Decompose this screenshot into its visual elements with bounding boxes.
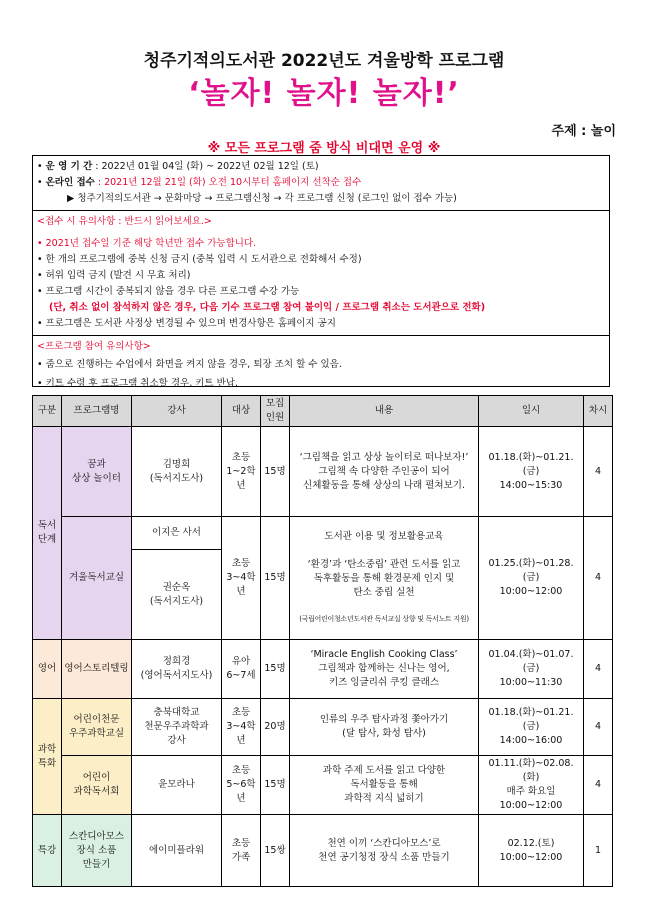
table-row [33, 699, 613, 756]
info-box [32, 155, 610, 387]
sessions: 4 [584, 640, 613, 699]
column-header: 차시 [584, 396, 613, 427]
caution-item: • 한 개의 프로그램에 중복 신청 금지 (중복 입력 시 도서관으로 전화해서 수정) [37, 252, 605, 268]
table-row [33, 640, 613, 699]
schedule: 01.11.(화)~02.08.(화) 매주 화요일 10:00~12:00 [479, 756, 584, 815]
target: 유아 6~7세 [222, 640, 261, 699]
instructor: 윤모라나 [132, 756, 222, 815]
group-cell: 독서 단계 [33, 427, 62, 640]
participation-item: • 줌으로 진행하는 수업에서 화면을 켜지 않을 경우, 퇴장 조치 할 수 있음. [37, 355, 605, 374]
column-header: 대상 [222, 396, 261, 427]
caution-item: • 허위 입력 금지 (발견 시 무효 처리) [37, 268, 605, 284]
program-name: 어린이천문 우주과학교실 [62, 699, 132, 756]
column-header: 프로그램명 [62, 396, 132, 427]
sessions: 4 [584, 517, 613, 640]
capacity: 20명 [261, 699, 290, 756]
target: 초등 3~4학년 [222, 517, 261, 640]
column-header: 내용 [290, 396, 479, 427]
program-table [32, 395, 613, 887]
content: 과학 주제 도서를 읽고 다양한 독서활동을 통해 과학적 지식 넓히기 [290, 756, 479, 815]
content: 도서관 이용 및 정보활용교육 ‘환경’과 ‘탄소중립’ 관련 도서를 읽고 독후활동을 통해 환경문제 인지 및 탄소 중립 실천 [307, 531, 461, 598]
column-header: 구분 [33, 396, 62, 427]
period-value: : 2022년 01월 04일 (화) ~ 2022년 02월 12일 (토) [95, 161, 319, 172]
program-name: 어린이 과학독서회 [62, 756, 132, 815]
sessions: 4 [584, 699, 613, 756]
instructor: 권순옥 (독서지도사) [132, 550, 222, 640]
group-cell: 영어 [33, 640, 62, 699]
table-row [33, 815, 613, 887]
content-cell [290, 517, 479, 640]
apply-value: : 2021년 12월 21일 (화) 오전 10시부터 홈페이지 선착순 접수 [97, 177, 362, 188]
apply-row [37, 175, 605, 191]
page-title: 청주기적의도서관 2022년도 겨울방학 프로그램 [143, 51, 505, 71]
period-row [37, 159, 605, 175]
instructor: 충북대학교 천문우주과학과 강사 [132, 699, 222, 756]
target: 초등 3~4학년 [222, 699, 261, 756]
program-name: 영어스토리텔링 [62, 640, 132, 699]
theme-label: 주제 : 놀이 [551, 124, 616, 139]
program-name: 겨울독서교실 [62, 517, 132, 640]
schedule: 02.12.(토) 10:00~12:00 [479, 815, 584, 887]
column-header: 일시 [479, 396, 584, 427]
capacity: 15명 [261, 756, 290, 815]
table-header-row [33, 396, 613, 427]
participation-title: <프로그램 참여 유의사항> [37, 341, 151, 352]
instructor: 김명희 (독서지도사) [132, 427, 222, 517]
sessions: 1 [584, 815, 613, 887]
table-row [33, 517, 613, 550]
schedule: 01.25.(화)~01.28.(금) 10:00~12:00 [479, 517, 584, 640]
instructor: 이지은 사서 [132, 517, 222, 550]
table-row [33, 756, 613, 815]
schedule: 01.04.(화)~01.07.(금) 10:00~11:30 [479, 640, 584, 699]
content-note: (국립어린이청소년도서관 독서교실 상향 및 독서노트 지원) [299, 615, 469, 623]
content: ‘Miracle English Cooking Class’ 그림책과 함께하는 신나는 영어, 키즈 잉글리쉬 쿠킹 클래스 [290, 640, 479, 699]
instructor: 정희경 (영어독서지도사) [132, 640, 222, 699]
capacity: 15명 [261, 517, 290, 640]
program-name: 꿈과 상상 놀이터 [62, 427, 132, 517]
sessions: 4 [584, 427, 613, 517]
group-cell: 과학 특화 [33, 699, 62, 815]
capacity: 15명 [261, 427, 290, 517]
target: 초등 1~2학년 [222, 427, 261, 517]
program-name: 스칸디아모스 장식 소품 만들기 [62, 815, 132, 887]
content: 천연 이끼 ‘스칸디아모스’로 천연 공기청정 장식 소품 만들기 [290, 815, 479, 887]
sessions: 4 [584, 756, 613, 815]
target: 초등 가족 [222, 815, 261, 887]
participation-item: • 키트 수령 후 프로그램 취소할 경우, 키트 반납. [37, 374, 605, 393]
schedule: 01.18.(화)~01.21.(금) 14:00~15:30 [479, 427, 584, 517]
capacity: 15명 [261, 640, 290, 699]
period-label: 운 영 기 간 [45, 161, 93, 172]
caution-title: <접수 시 유의사항 : 반드시 읽어보세요.> [37, 216, 212, 227]
online-notice: ※ 모든 프로그램 줌 방식 비대면 운영 ※ [207, 141, 441, 156]
target: 초등 5~6학년 [222, 756, 261, 815]
slogan: ‘놀자! 놀자! 놀자!’ [188, 76, 460, 111]
apply-path: ▶ 청주기적의도서관 → 문화마당 → 프로그램신청 → 각 프로그램 신청 (로그인 없이 접수 가능) [67, 193, 457, 204]
caution-note: (단, 취소 없이 참석하지 않은 경우, 다음 기수 프로그램 참여 불이익 / 프로그램 취소는 도서관으로 전화) [49, 302, 486, 313]
schedule: 01.18.(화)~01.21.(금) 14:00~16:00 [479, 699, 584, 756]
caution-item: • 2021년 접수일 기준 해당 학년만 접수 가능합니다. [37, 236, 605, 252]
caution-item: • 프로그램 시간이 중복되지 않을 경우 다른 프로그램 수강 가능 [37, 284, 605, 300]
capacity: 15쌍 [261, 815, 290, 887]
period-apply-section [33, 156, 609, 211]
participation-section [33, 336, 609, 396]
apply-label: 온라인 접수 [45, 177, 95, 188]
content: ‘그림책을 읽고 상상 놀이터로 떠나보자!’ 그림책 속 다양한 주인공이 되어 신체활동을 통해 상상의 나래 펼쳐보기. [290, 427, 479, 517]
caution-section [33, 211, 609, 336]
caution-item: • 프로그램은 도서관 사정상 변경될 수 있으며 변경사항은 홈페이지 공지 [37, 316, 605, 332]
table-row [33, 427, 613, 517]
instructor: 에이미플라워 [132, 815, 222, 887]
group-cell: 특강 [33, 815, 62, 887]
column-header: 강사 [132, 396, 222, 427]
content: 인류의 우주 탐사과정 쫓아가기 (달 탐사, 화성 탐사) [290, 699, 479, 756]
column-header: 모집 인원 [261, 396, 290, 427]
